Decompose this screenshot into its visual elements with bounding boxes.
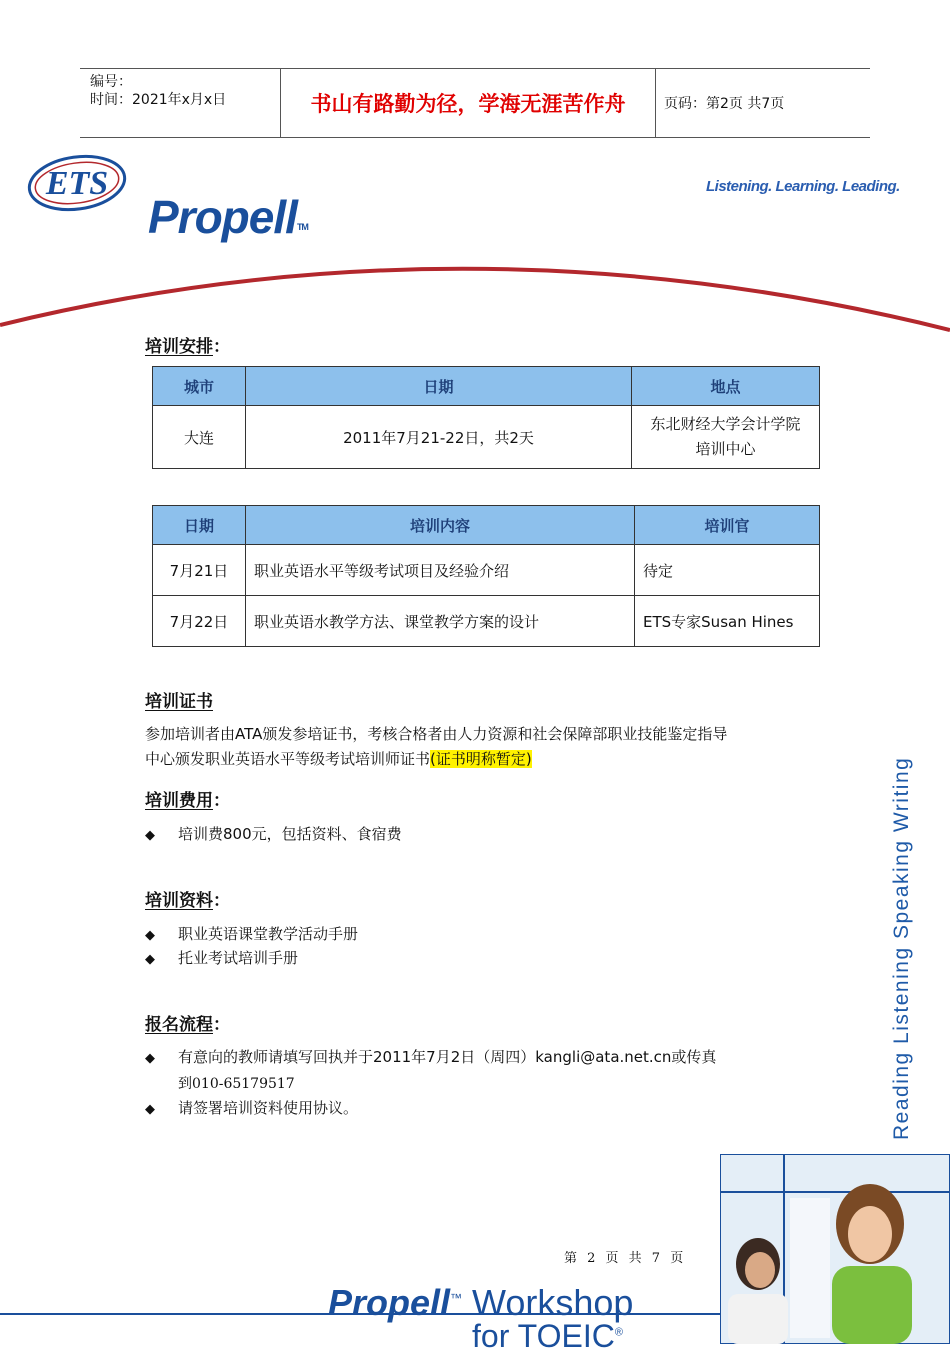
table-row — [153, 406, 820, 469]
diamond-bullet-icon: ◆ — [145, 1102, 155, 1117]
agenda-content-cell: 职业英语水教学方法、课堂教学方案的设计 — [246, 596, 635, 647]
table-row — [153, 545, 820, 596]
footer-page-number: 第 2 页 共 7 页 — [564, 1251, 687, 1266]
diamond-bullet-icon: ◆ — [145, 952, 155, 967]
materials-heading: 培训资料： — [145, 891, 230, 911]
list-item: ◆ 职业英语课堂教学活动手册 — [145, 922, 358, 948]
agenda-table — [152, 505, 820, 647]
diamond-bullet-icon: ◆ — [145, 1051, 155, 1066]
column-header: 城市 — [153, 367, 246, 406]
students-photo — [720, 1154, 950, 1344]
propell-tm: TM — [296, 222, 308, 232]
workshop-title: Propell™ Workshop — [328, 1282, 634, 1323]
schedule-heading: 培训安排： — [145, 337, 230, 357]
column-header: 培训内容 — [246, 506, 635, 545]
location-cell: 东北财经大学会计学院 培训中心 — [632, 406, 820, 469]
ets-logo — [25, 150, 131, 220]
certificate-text: 参加培训者由ATA颁发参培证书，考核合格者由人力资源和社会保障部职业技能鉴定指导 中心颁发职业英语水平等级考试培训师证书(证书明称暂定) — [145, 725, 728, 768]
list-item: ◆ 请签署培训资料使用协议。 — [145, 1096, 358, 1122]
table-header-row — [153, 367, 820, 406]
brand-tagline: Listening. Learning. Leading. — [706, 178, 900, 195]
header-meta — [80, 69, 280, 137]
list-item: ◆ 托业考试培训手册 — [145, 946, 298, 972]
diamond-bullet-icon: ◆ — [145, 828, 155, 843]
propell-wordmark: Propell — [148, 191, 297, 243]
diamond-bullet-icon: ◆ — [145, 928, 155, 943]
agenda-trainer-cell: ETS专家Susan Hines — [635, 596, 820, 647]
workshop-subtitle: for TOEIC® — [472, 1318, 623, 1354]
table-row — [153, 596, 820, 647]
column-header: 日期 — [246, 367, 632, 406]
time-label: 时间：2021年x月x日 — [90, 92, 227, 108]
agenda-date-cell: 7月22日 — [153, 596, 246, 647]
city-cell: 大连 — [153, 406, 246, 469]
serial-label: 编号： — [90, 74, 132, 90]
document-header — [80, 68, 870, 138]
highlighted-note: (证书明称暂定) — [430, 750, 532, 768]
table-header-row — [153, 506, 820, 545]
svg-text:ETS: ETS — [45, 165, 109, 202]
list-item: ◆ 有意向的教师请填写回执并于2011年7月2日（周四）kangli@ata.net.cn或传真 — [145, 1045, 825, 1071]
list-item-continuation: 到010-65179517 — [178, 1076, 295, 1092]
agenda-trainer-cell: 待定 — [635, 545, 820, 596]
header-motto: 书山有路勤为径，学海无涯苦作舟 — [280, 69, 656, 137]
decorative-arc — [0, 230, 950, 344]
registration-heading: 报名流程： — [145, 1015, 230, 1035]
schedule-table — [152, 366, 820, 469]
column-header: 地点 — [632, 367, 820, 406]
header-page-info: 页码：第2页 共7页 — [664, 96, 785, 112]
certificate-heading: 培训证书 — [145, 692, 213, 712]
column-header: 培训官 — [635, 506, 820, 545]
agenda-date-cell: 7月21日 — [153, 545, 246, 596]
date-cell: 2011年7月21-22日，共2天 — [246, 406, 632, 469]
column-header: 日期 — [153, 506, 246, 545]
list-item: ◆ 培训费800元，包括资料、食宿费 — [145, 822, 402, 848]
fees-heading: 培训费用： — [145, 791, 230, 811]
agenda-content-cell: 职业英语水平等级考试项目及经验介绍 — [246, 545, 635, 596]
